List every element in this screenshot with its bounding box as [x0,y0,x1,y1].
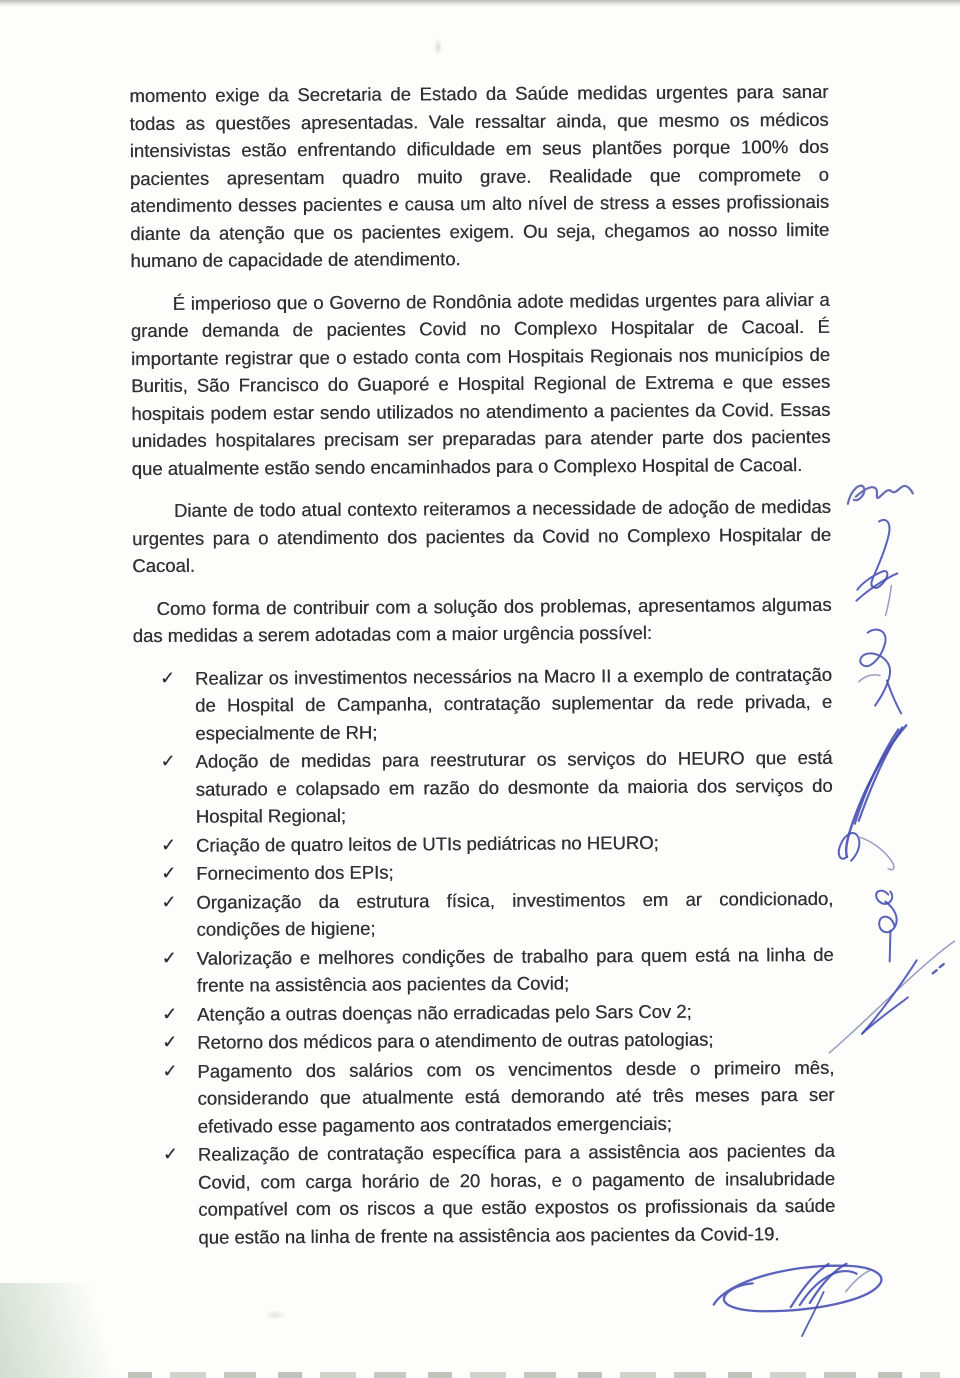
margin-rubric-2-icon [850,623,913,717]
measure-text: Atenção a outras doenças não erradicadas pelo Sars Cov 2; [196,1000,692,1025]
list-item [133,744,832,831]
bottom-cutoff-text [128,1372,940,1378]
margin-rubric-5-icon [819,930,960,1063]
list-item [134,827,833,859]
list-item [134,884,833,943]
check-icon: ✓ [160,834,177,855]
check-icon: ✓ [162,1031,178,1052]
list-item [135,1053,834,1140]
measure-text: Valorização e melhores condições de trabalho para quem está na linha de frente na assistência aos pacientes da Covid; [196,943,834,996]
check-icon: ✓ [161,862,177,883]
letter-body [129,78,835,1252]
margin-rubric-3-icon [826,719,915,872]
measure-text: Organização da estrutura física, investimentos em ar condicionado, condições de higiene; [196,887,834,940]
list-item [135,1025,834,1057]
measure-text: Criação de quatro leitos de UTIs pediátricas no HEURO; [195,831,659,856]
main-signature-icon [695,1251,898,1340]
paragraph: momento exige da Secretaria de Estado da Saúde medidas urgentes para sanar todas as questões apresentadas. Vale ressaltar ainda, que mesmo os médicos intensivistas estão enfrentando dificuldade em seus plantões porque 100% dos pacientes apresentam quadro muito grave. Realidade que compromete o atendimento desses pacientes e causa um alto nível de stress a esses profissionais diante da atenção que os pacientes exigem. Ou seja, chegamos ao nosso limite humano de capacidade de atendimento. [129,80,830,272]
check-icon: ✓ [162,1060,178,1081]
list-item [136,1137,836,1251]
list-item [133,660,832,747]
margin-rubric-1-icon [851,515,910,619]
measure-text: Realizar os investimentos necessários na Macro II a exemplo de contratação de Hospital de Campanha, contratação suplementar da rede privada, e especialmente de RH; [194,663,833,744]
scan-green-tint [0,1283,130,1378]
check-icon: ✓ [161,891,177,912]
handwritten-initials-icon [842,473,920,513]
check-icon: ✓ [160,750,176,771]
check-icon: ✓ [159,667,176,688]
check-icon: ✓ [161,1003,178,1024]
check-icon: ✓ [161,947,177,968]
measure-text: Retorno dos médicos para o atendimento de outras patologias; [197,1028,714,1053]
measure-text: Pagamento dos salários com os vencimentos desde o primeiro mês, considerando que atualmente está demorando até três meses para ser efetivado esse pagamento aos contratados emergenciais; [197,1056,835,1137]
list-item [135,996,834,1028]
paragraph: Como forma de contribuir com a solução dos problemas, apresentamos algumas das medidas a serem adotadas com a maior urgência possível: [132,593,832,647]
measure-text: Realização de contratação específica para a assistência aos pacientes da Covid, com carga horário de 20 horas, e o pagamento de insalubridade compatível com os riscos a que estão expostos os profissionais da saúde que estão na linha de frente na assistência aos pacientes da Covid-19. [197,1139,836,1248]
measures-list [133,660,836,1251]
paragraph: Diante de todo atual contexto reiteramos a necessidade de adoção de medidas urgentes para o atendimento dos pacientes da Covid no Complexo Hospitalar de Cacoal. [132,495,832,577]
measure-text: Adoção de medidas para reestruturar os serviços do HEURO que está saturado e colapsado em razão do desmonte da maioria dos serviços do Hospital Regional; [195,746,833,827]
list-item [134,856,833,888]
measure-text: Fornecimento dos EPIs; [196,861,394,884]
list-item [135,940,834,999]
paragraph: É imperioso que o Governo de Rondônia adote medidas urgentes para aliviar a grande demanda de pacientes Covid no Complexo Hospitalar de Cacoal. É importante registrar que o estado conta com Hospitais Regionais nos municípios de Buritis, São Francisco do Guaporé e Hospital Regional de Extrema e que esses hospitais podem estar sendo utilizados no atendimento a pacientes da Covid. Essas unidades hospitalares precisam ser preparadas para atender parte dos pacientes que atualmente estão sendo encaminhados para o Complexo Hospital de Cacoal. [130,288,831,479]
check-icon: ✓ [162,1143,178,1164]
